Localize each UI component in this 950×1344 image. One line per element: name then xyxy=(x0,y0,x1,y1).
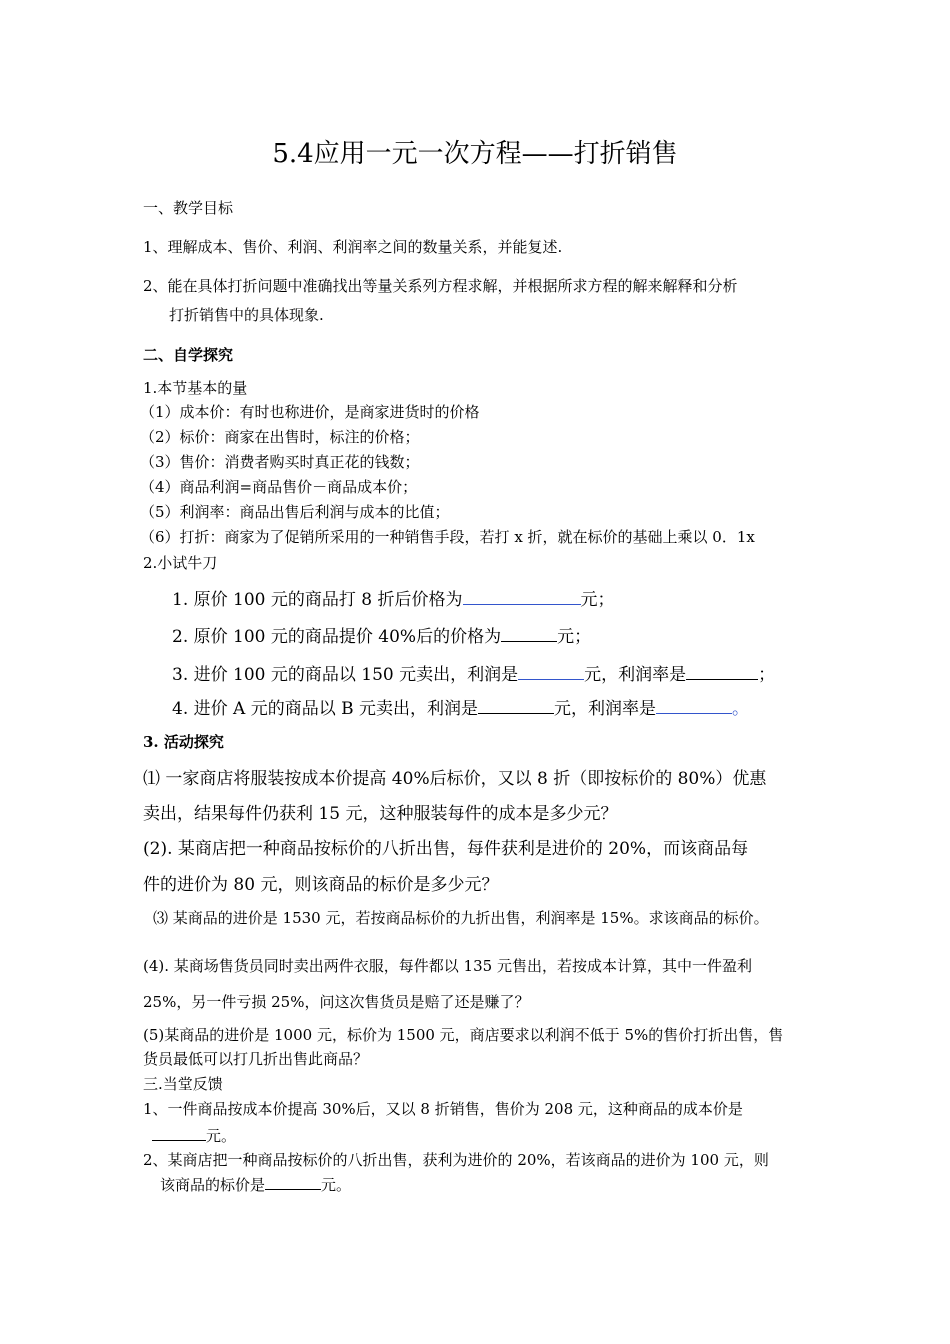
list-item: （2）标价：商家在出售时，标注的价格； xyxy=(140,428,420,446)
goal-1: 1、理解成本、售价、利润、利润率之间的数量关系，并能复述. xyxy=(143,238,563,256)
answer-blank[interactable] xyxy=(463,586,581,605)
feedback-1-line-1: 1、一件商品按成本价提高 30%后，又以 8 折销售，售价为 208 元，这种商品的成本价是 xyxy=(143,1100,743,1118)
feedback-1-line-2: 元。 xyxy=(152,1124,236,1146)
problem-1-line-2: 卖出，结果每件仍获利 15 元，这种服装每件的成本是多少元？ xyxy=(143,804,618,824)
goal-2-line-2: 打折销售中的具体现象. xyxy=(169,306,324,324)
problem-2-line-1: (2). 某商店把一种商品按标价的八折出售，每件获利是进价的 20%，而该商品每 xyxy=(143,839,749,859)
practice-question-1: 1. 原价 100 元的商品打 8 折后价格为 元； xyxy=(172,585,615,610)
problem-5-line-1: (5)某商品的进价是 1000 元，标价为 1500 元，商店要求以利润不低于 5%的售价打折出售，售 xyxy=(143,1026,784,1044)
list-item: （5）利润率：商品出售后利润与成本的比值； xyxy=(140,503,450,521)
practice-question-4: 4. 进价 A 元的商品以 B 元卖出，利润是 元，利润率是 。 xyxy=(172,694,749,719)
problem-1-line-1: ⑴ 一家商店将服装按成本价提高 40%后标价，又以 8 折（即按标价的 80%）优惠 xyxy=(143,769,767,789)
list-item: （4）商品利润=商品售价－商品成本价； xyxy=(140,478,418,496)
section-heading-feedback: 三.当堂反馈 xyxy=(143,1075,223,1093)
problem-4-line-1: (4). 某商场售货员同时卖出两件衣服，每件都以 135 元售出，若按成本计算，其中一件盈利 xyxy=(143,957,752,975)
answer-blank[interactable] xyxy=(518,661,584,680)
practice-question-2: 2. 原价 100 元的商品提价 40%后的价格为 元； xyxy=(172,622,591,647)
answer-blank[interactable] xyxy=(656,695,732,714)
answer-blank[interactable] xyxy=(686,661,758,680)
problem-3: ⑶ 某商品的进价是 1530 元，若按商品标价的九折出售，利润率是 15%。求该商品的标价。 xyxy=(153,909,769,927)
list-item: （3）售价：消费者购买时真正花的钱数； xyxy=(140,453,420,471)
list-item: （1）成本价：有时也称进价，是商家进货时的价格 xyxy=(140,403,480,421)
problem-5-line-2: 货员最低可以打几折出售此商品？ xyxy=(143,1050,369,1068)
answer-blank[interactable] xyxy=(265,1173,321,1190)
problem-2-line-2: 件的进价为 80 元，则该商品的标价是多少元？ xyxy=(143,875,499,895)
answer-blank[interactable] xyxy=(501,623,557,642)
answer-blank[interactable] xyxy=(152,1124,206,1141)
goal-2-line-1: 2、能在具体打折问题中准确找出等量关系列方程求解，并根据所求方程的解来解释和分析 xyxy=(143,277,738,295)
feedback-2-line-1: 2、某商店把一种商品按标价的八折出售，获利为进价的 20%，若该商品的进价为 100 元，则 xyxy=(143,1151,769,1169)
problem-4-line-2: 25%，另一件亏损 25%，问这次售货员是赔了还是赚了？ xyxy=(143,993,530,1011)
section-heading-self-study: 二、自学探究 xyxy=(143,346,234,364)
page-title: 5.4应用一元一次方程——打折销售 xyxy=(272,139,678,169)
answer-blank[interactable] xyxy=(478,695,554,714)
subsection-basic-quantities: 1.本节基本的量 xyxy=(143,379,248,397)
subsection-activity: 3. 活动探究 xyxy=(143,733,224,751)
feedback-2-line-2: 该商品的标价是 元。 xyxy=(160,1173,351,1195)
subsection-practice: 2.小试牛刀 xyxy=(143,554,218,572)
practice-question-3: 3. 进价 100 元的商品以 150 元卖出，利润是 元，利润率是 ； xyxy=(172,660,775,685)
section-heading-goals: 一、教学目标 xyxy=(143,199,234,217)
list-item: （6）打折：商家为了促销所采用的一种销售手段，若打 x 折，就在标价的基础上乘以 0．1x xyxy=(140,528,755,546)
